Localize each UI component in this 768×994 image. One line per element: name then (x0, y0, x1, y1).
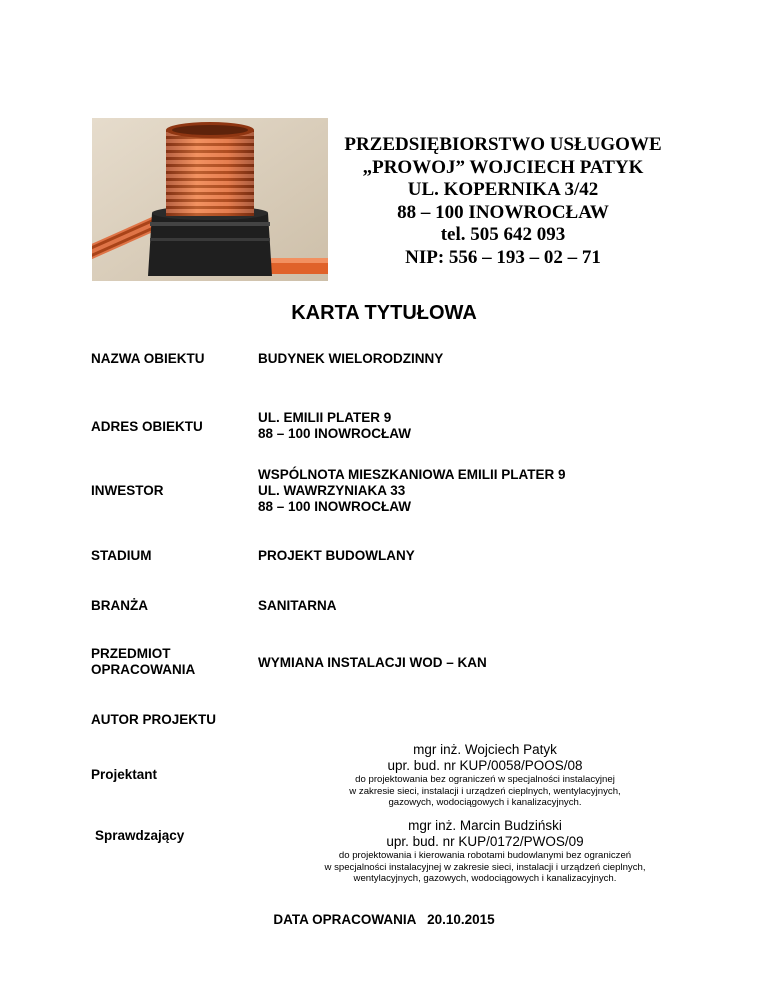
value-inwestor: WSPÓLNOTA MIESZKANIOWA EMILII PLATER 9 UL. WAWRZYNIAKA 33 88 – 100 INOWROCŁAW (258, 467, 566, 514)
company-street: UL. KOPERNIKA 3/42 (407, 179, 599, 200)
company-owner: „PROWOJ” WOJCIECH PATYK (362, 156, 644, 178)
value-branza: SANITARNA (258, 598, 337, 613)
sprawdzajacy-note-2: w specjalności instalacyjnej w zakresie sieci, instalacji i urządzeń cieplnych, (324, 861, 646, 873)
sprawdzajacy-license: upr. bud. nr KUP/0172/PWOS/09 (386, 834, 584, 849)
label-adres-obiektu: ADRES OBIEKTU (91, 419, 203, 434)
projektant-license: upr. bud. nr KUP/0058/POOS/08 (387, 758, 583, 773)
projektant-name: mgr inż. Wojciech Patyk (413, 742, 557, 757)
label-autor-projektu: AUTOR PROJEKTU (91, 712, 217, 727)
company-name: PRZEDSIĘBIORSTWO USŁUGOWE (344, 134, 662, 155)
sprawdzajacy-block (300, 818, 670, 885)
value-przedmiot-opracowania: WYMIANA INSTALACJI WOD – KAN (258, 655, 487, 670)
value-nazwa-obiektu: BUDYNEK WIELORODZINNY (258, 351, 444, 366)
date-label: DATA OPRACOWANIA (273, 912, 416, 927)
label-nazwa-obiektu: NAZWA OBIEKTU (91, 351, 205, 366)
value-stadium: PROJEKT BUDOWLANY (258, 548, 415, 563)
date-value: 20.10.2015 (427, 912, 495, 927)
label-przedmiot-opracowania: PRZEDMIOT OPRACOWANIA (91, 646, 196, 677)
date-line (0, 912, 768, 927)
company-nip: NIP: 556 – 193 – 02 – 71 (405, 246, 601, 268)
projektant-note-3: gazowych, wodociągowych i kanalizacyjnych. (388, 797, 582, 808)
label-stadium: STADIUM (91, 548, 152, 563)
sprawdzajacy-note-3: wentylacyjnych, gazowych, wodociągowych i kanalizacyjnych. (353, 873, 617, 884)
label-inwestor: INWESTOR (91, 483, 164, 498)
page-title: KARTA TYTUŁOWA (291, 302, 477, 324)
projektant-note-2: w zakresie sieci, instalacji i urządzeń cieplnych, wentylacyjnych, (349, 785, 621, 797)
product-photo (92, 118, 328, 281)
company-header (330, 134, 676, 269)
label-branza: BRANŻA (91, 598, 148, 613)
sprawdzajacy-note-1: do projektowania i kierowania robotami budowlanymi bez ograniczeń (338, 850, 632, 861)
projektant-note-1: do projektowania bez ograniczeń w specjalności instalacyjnej (355, 774, 615, 785)
projektant-block (300, 742, 670, 809)
label-projektant: Projektant (91, 767, 158, 782)
company-city: 88 – 100 INOWROCŁAW (397, 201, 609, 223)
company-phone: tel. 505 642 093 (440, 224, 566, 245)
value-adres-obiektu: UL. EMILII PLATER 9 88 – 100 INOWROCŁAW (258, 410, 412, 441)
sprawdzajacy-name: mgr inż. Marcin Budziński (408, 818, 562, 833)
label-sprawdzajacy: Sprawdzający (95, 828, 185, 843)
